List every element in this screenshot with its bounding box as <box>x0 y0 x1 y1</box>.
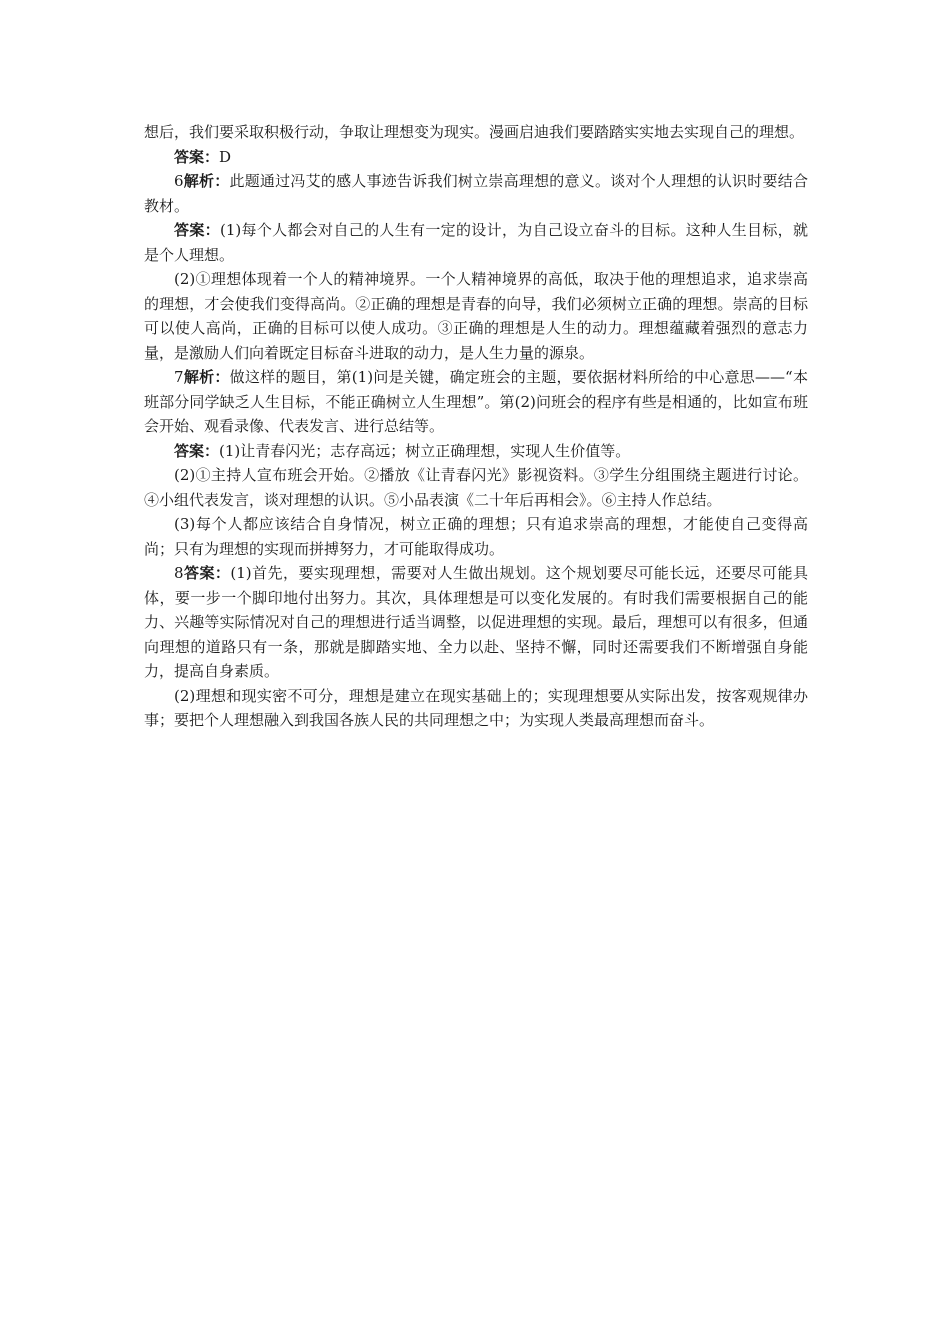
answer-text: (1)首先，要实现理想，需要对人生做出规划。这个规划要尽可能长远，还要尽可能具体，要一步一个脚印地付出努力。其次，具体理想是可以变化发展的。有时我们需要根据自己的能力、兴趣等实际情况对自己的理想进行适当调整，以促进理想的实现。最后，理想可以有很多，但通向理想的道路只有一条，那就是脚踏实地、全力以赴、坚持不懈，同时还需要我们不断增强自身能力，提高自身素质。 <box>144 564 808 680</box>
paragraph-text: 想后，我们要采取积极行动，争取让理想变为现实。漫画启迪我们要踏踏实实地去实现自己的理想。 <box>144 123 805 141</box>
question-number: 6 <box>174 172 184 190</box>
answer-text: (1)让青春闪光；志存高远；树立正确理想，实现人生价值等。 <box>219 441 631 460</box>
answer-6-part-2 <box>144 267 808 365</box>
answer-8-part-2 <box>144 684 808 733</box>
answer-8-part-1 <box>144 561 808 684</box>
document-page <box>144 120 808 733</box>
question-number: 8 <box>174 564 184 582</box>
analysis-label: 解析： <box>183 172 230 190</box>
analysis-text: 做这样的题目，第(1)问是关键，确定班会的主题，要依据材料所给的中心意思——“本班部分同学缺乏人生目标，不能正确树立人生理想”。第(2)问班会的程序有些是相通的，比如宣布班会开始、观看录像、代表发言、进行总结等。 <box>144 368 808 435</box>
question-number: 7 <box>174 368 184 386</box>
answer-5 <box>144 145 808 170</box>
answer-text: (2)①理想体现着一个人的精神境界。一个人精神境界的高低，取决于他的理想追求，追求崇高的理想，才会使我们变得高尚。②正确的理想是青春的向导，我们必须树立正确的理想。崇高的目标可以使人高尚，正确的目标可以使人成功。③正确的理想是人生的动力。理想蕴藏着强烈的意志力量，是激励人们向着既定目标奋斗进取的动力，是人生力量的源泉。 <box>144 270 808 362</box>
answer-text: D <box>219 147 232 166</box>
answer-7-part-1 <box>144 439 808 464</box>
answer-7-part-2 <box>144 463 808 512</box>
analysis-text: 此题通过冯艾的感人事迹告诉我们树立崇高理想的意义。谈对个人理想的认识时要结合教材。 <box>144 172 808 215</box>
answer-label: 答案： <box>183 564 231 582</box>
answer-label: 答案： <box>174 221 220 239</box>
analysis-label: 解析： <box>183 368 230 386</box>
answer-label: 答案： <box>174 147 220 166</box>
answer-text: (2)理想和现实密不可分，理想是建立在现实基础上的；实现理想要从实际出发，按客观规律办事；要把个人理想融入到我国各族人民的共同理想之中；为实现人类最高理想而奋斗。 <box>144 686 808 729</box>
answer-text: (3)每个人都应该结合自身情况，树立正确的理想；只有追求崇高的理想，才能使自己变得高尚；只有为理想的实现而拼搏努力，才可能取得成功。 <box>144 515 808 558</box>
analysis-7 <box>144 365 808 439</box>
paragraph-continuation <box>144 120 808 145</box>
analysis-6 <box>144 169 808 218</box>
answer-text: (2)①主持人宣布班会开始。②播放《让青春闪光》影视资料。③学生分组围绕主题进行讨论。④小组代表发言，谈对理想的认识。⑤小品表演《二十年后再相会》。⑥主持人作总结。 <box>144 466 808 509</box>
answer-label: 答案： <box>174 441 220 460</box>
answer-7-part-3 <box>144 512 808 561</box>
answer-text: (1)每个人都会对自己的人生有一定的设计，为自己设立奋斗的目标。这种人生目标，就是个人理想。 <box>144 221 808 264</box>
answer-6-part-1 <box>144 218 808 267</box>
